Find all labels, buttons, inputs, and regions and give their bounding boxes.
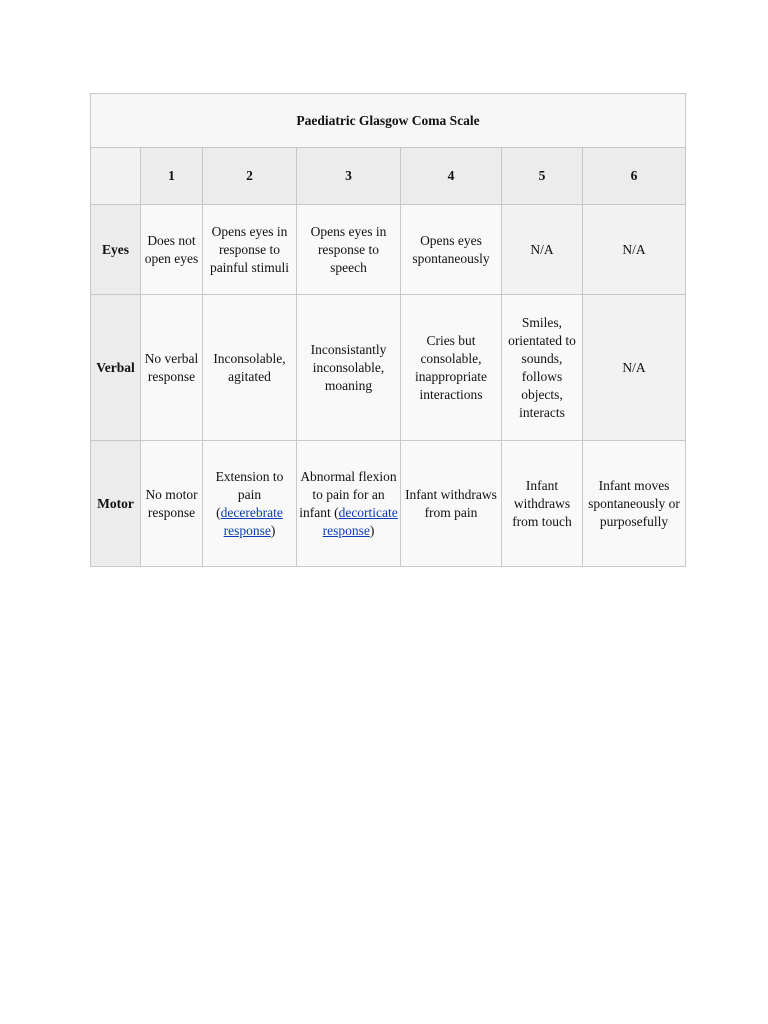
motor-cell-5: Infant withdraws from touch [502,441,583,567]
table-row-motor [91,441,686,567]
score-header-4: 4 [401,148,502,205]
eyes-cell-3: Opens eyes in response to speech [297,205,401,295]
score-header-6: 6 [583,148,686,205]
score-header-5: 5 [502,148,583,205]
verbal-cell-1: No verbal response [141,295,203,441]
open-paren: ( [334,504,339,520]
eyes-cell-5: N/A [502,205,583,295]
decorticate-response-link[interactable]: decorticate response [322,504,398,538]
eyes-cell-2: Opens eyes in response to painful stimuli [203,205,297,295]
score-header-1: 1 [141,148,203,205]
decerebrate-response-link[interactable]: decerebrate response [220,504,283,538]
motor-cell-1: No motor response [141,441,203,567]
table-row-eyes [91,205,686,295]
score-header-2: 2 [203,148,297,205]
table-title: Paediatric Glasgow Coma Scale [91,94,686,148]
verbal-cell-6: N/A [583,295,686,441]
motor-cell-4: Infant withdraws from pain [401,441,502,567]
close-paren: ) [369,522,375,538]
close-paren: ) [270,522,276,538]
score-header-row [91,148,686,205]
score-header-3: 3 [297,148,401,205]
verbal-cell-5: Smiles, orientated to sounds, follows objects, interacts [502,295,583,441]
motor-cell-3-text: Abnormal flexion to pain for an infant [299,468,397,520]
table-row-verbal [91,295,686,441]
motor-cell-2 [203,441,297,567]
row-label-motor: Motor [91,441,141,567]
row-label-eyes: Eyes [91,205,141,295]
eyes-cell-4: Opens eyes spontaneously [401,205,502,295]
open-paren: ( [216,504,221,520]
eyes-cell-1: Does not open eyes [141,205,203,295]
pgcs-table [90,93,686,567]
motor-cell-2-text: Extension to pain [215,468,284,502]
caption-row [91,94,686,148]
motor-cell-6: Infant moves spontaneously or purposefully [583,441,686,567]
motor-cell-3 [297,441,401,567]
row-label-verbal: Verbal [91,295,141,441]
header-corner [91,148,141,205]
verbal-cell-2: Inconsolable, agitated [203,295,297,441]
eyes-cell-6: N/A [583,205,686,295]
verbal-cell-4: Cries but consolable, inappropriate interactions [401,295,502,441]
verbal-cell-3: Inconsistantly inconsolable, moaning [297,295,401,441]
